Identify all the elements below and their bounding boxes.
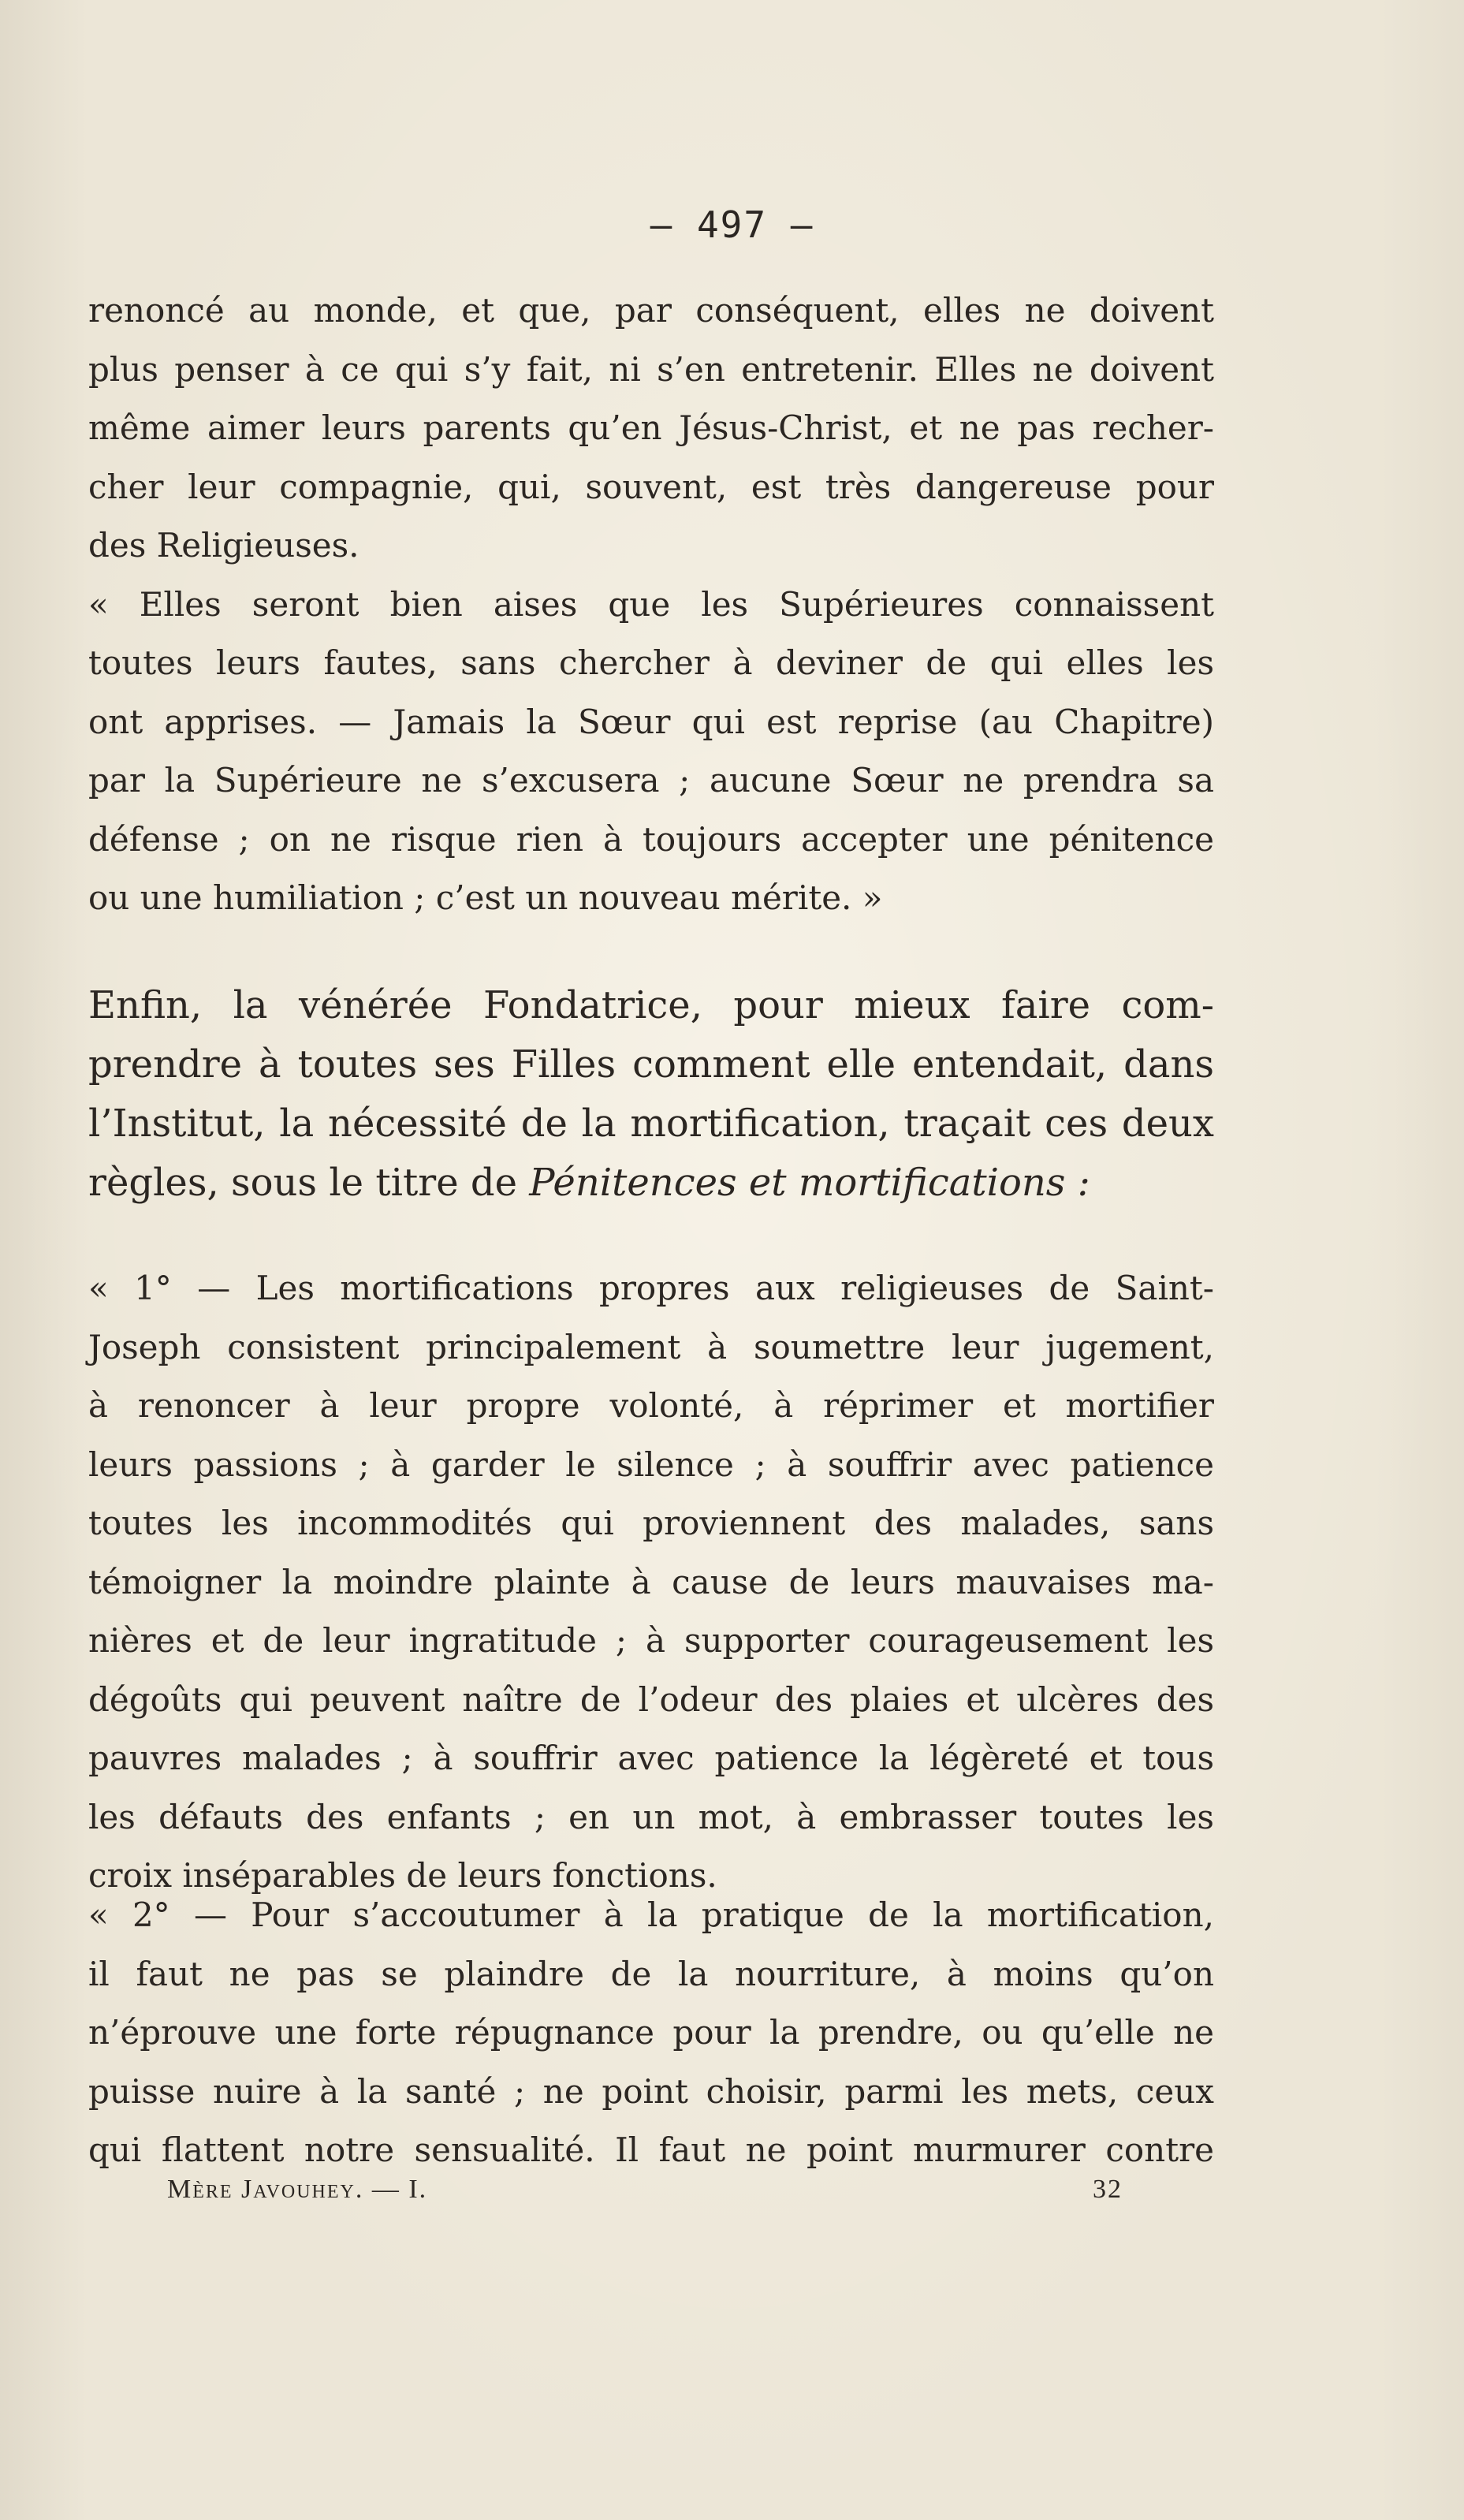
running-footer-title: Mère Javouhey. — I. <box>167 2175 428 2204</box>
paragraph-block-3 <box>88 1259 1214 1906</box>
text-line: plus penser à ce qui s’y fait, ni s’en entretenir. Elles ne doivent <box>88 349 1214 389</box>
text-line: pauvres malades ; à souffrir avec patience la légèreté et tous <box>88 1739 1214 1777</box>
text-line: prendre à toutes ses Filles comment elle entendait, dans <box>88 1042 1214 1087</box>
text-line: ou une humiliation ; c’est un nouveau mérite. » <box>88 878 883 917</box>
text-line: même aimer leurs parents qu’en Jésus-Christ, et ne pas recher- <box>88 408 1214 447</box>
text-line: ont apprises. — Jamais la Sœur qui est reprise (au Chapitre) <box>88 702 1214 741</box>
text-line: toutes les incommodités qui proviennent des malades, sans <box>88 1504 1214 1542</box>
text-line: des Religieuses. <box>88 526 359 565</box>
text-line: défense ; on ne risque rien à toujours accepter une pénitence <box>88 819 1214 859</box>
text-line-prefix: règles, sous le titre de <box>88 1161 530 1205</box>
text-line: l’Institut, la nécessité de la mortification, traçait ces deux <box>88 1102 1214 1146</box>
text-line <box>88 1154 1214 1213</box>
italic-title: Pénitences et mortifications : <box>529 1161 1090 1205</box>
text-line: qui flattent notre sensualité. Il faut ne point murmurer contre <box>88 2130 1214 2169</box>
text-line: toutes leurs fautes, sans chercher à deviner de qui elles les <box>88 643 1214 682</box>
text-line: puisse nuire à la santé ; ne point choisir, parmi les mets, ceux <box>88 2071 1214 2111</box>
text-line: « 2° — Pour s’accoutumer à la pratique de la mortification, <box>88 1896 1214 1934</box>
text-line: Enfin, la vénérée Fondatrice, pour mieux faire com- <box>88 983 1214 1027</box>
text-line: par la Supérieure ne s’excusera ; aucune Sœur ne prendra sa <box>88 761 1214 800</box>
signature-number: 32 <box>1093 2175 1123 2204</box>
text-line: cher leur compagnie, qui, souvent, est très dangereuse pour <box>88 467 1214 506</box>
text-line: Joseph consistent principalement à soumettre leur jugement, <box>88 1327 1214 1366</box>
text-line: nières et de leur ingratitude ; à supporter courageusement les <box>88 1621 1214 1660</box>
paragraph-block-2 <box>88 976 1214 1213</box>
text-line: « Elles seront bien aises que les Supérieures connaissent <box>88 584 1214 624</box>
text-line: renoncé au monde, et que, par conséquent, elles ne doivent <box>88 291 1214 330</box>
text-line: il faut ne pas se plaindre de la nourriture, à moins qu’on <box>88 1954 1214 1993</box>
text-line: « 1° — Les mortifications propres aux religieuses de Saint- <box>88 1269 1214 1307</box>
text-line: leurs passions ; à garder le silence ; à souffrir avec patience <box>88 1445 1214 1484</box>
text-line: dégoûts qui peuvent naître de l’odeur des plaies et ulcères des <box>88 1679 1214 1719</box>
text-line: témoigner la moindre plainte à cause de leurs mauvaises ma- <box>88 1562 1214 1601</box>
paragraph-block-1 <box>88 281 1214 928</box>
text-line: n’éprouve une forte répugnance pour la prendre, ou qu’elle ne <box>88 2013 1214 2052</box>
page-number: — 497 — <box>650 203 814 246</box>
text-line: à renoncer à leur propre volonté, à réprimer et mortifier <box>88 1386 1214 1425</box>
text-line: croix inséparables de leurs fonctions. <box>88 1856 717 1895</box>
paragraph-block-4 <box>88 1886 1214 2180</box>
text-line: les défauts des enfants ; en un mot, à embrasser toutes les <box>88 1797 1214 1836</box>
